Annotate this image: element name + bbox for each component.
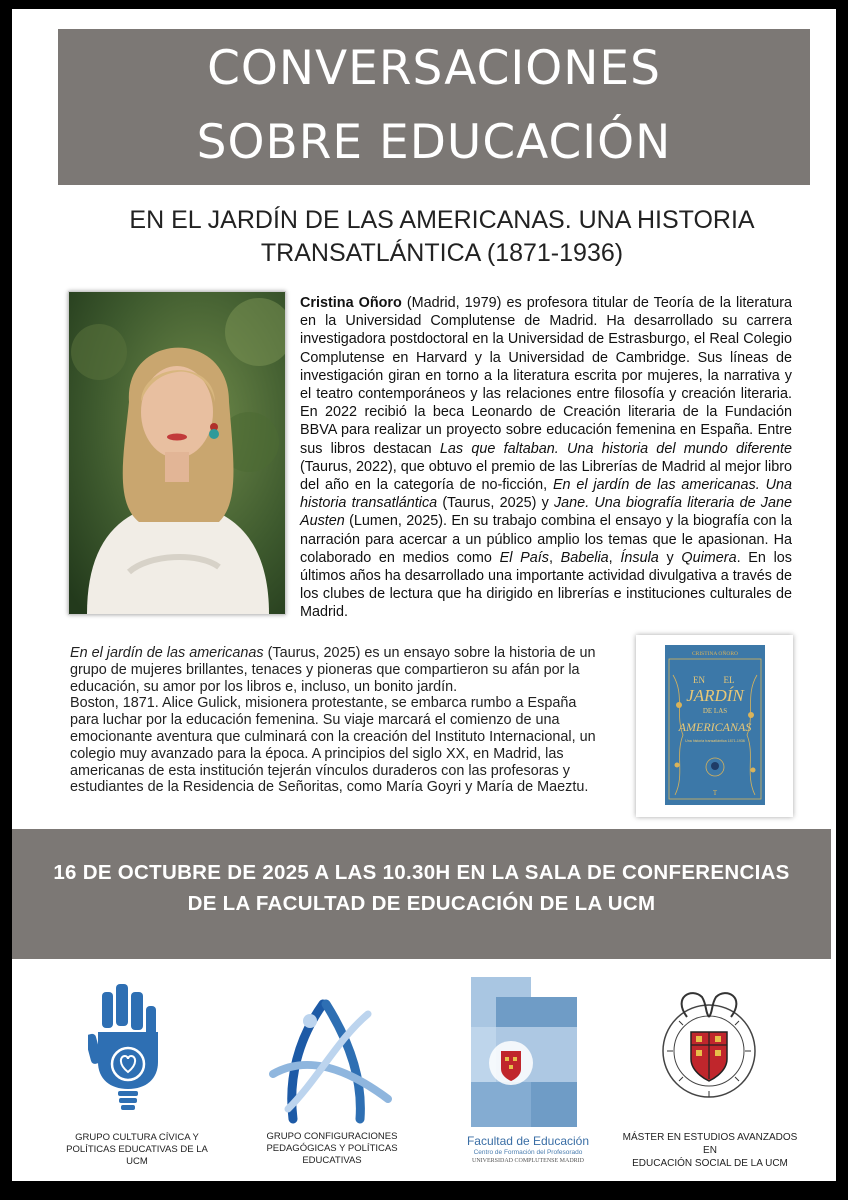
poster: [12, 9, 836, 1181]
bio-text-5: . En los últimos años ha desarrollado una importante actividad divulgativa a través de los clubes de lectura que ha dirigido en librerías e instituciones culturales de Madrid.: [300, 549, 793, 621]
cover-word-4: DE LAS: [702, 707, 728, 715]
bio-book-1: Las que faltaban. Una historia del mundo diferente: [439, 440, 792, 457]
facultad-emblem-icon: [471, 977, 577, 1127]
bio-sep-1: ,: [548, 549, 561, 566]
ucm-seal-icon: [647, 987, 772, 1112]
bio-text-2: (Taurus, 2022), que obtuvo el premio de las Librerías de Madrid al mejor libro del año en la categoría de no-ficción,: [300, 458, 792, 494]
author-bio: [300, 294, 792, 622]
logo-2-caption: [257, 1131, 407, 1167]
bio-media-2: Babelia: [560, 549, 609, 566]
logo-1-caption: [62, 1132, 212, 1168]
logo-2-caption-line3: EDUCATIVAS: [302, 1155, 362, 1166]
logo-1-caption-line3: UCM: [126, 1156, 148, 1167]
description-text-1: (Taurus, 2025) es un ensayo sobre la historia de un grupo de mujeres brillantes, tenaces y pioneras que compartieron su afán por la educación, su amor por los libros e, incluso, un bonito jardín.: [70, 645, 596, 695]
author-photo: [68, 291, 286, 615]
talk-title-line1: EN EL JARDÍN DE LAS AMERICANAS. UNA HISTORIA: [129, 206, 755, 234]
logo-3-caption-line1: Facultad de Educación: [466, 1134, 590, 1148]
logo-1-caption-line2: POLÍTICAS EDUCATIVAS DE LA: [66, 1144, 208, 1155]
ucm-seal-logo: [647, 987, 772, 1117]
logo-4-caption-line1: MÁSTER EN ESTUDIOS AVANZADOS EN: [622, 1132, 798, 1156]
cover-word-5: AMERICANAS: [678, 720, 752, 734]
bio-text-3: (Taurus, 2025) y: [437, 495, 554, 512]
book-description: [70, 645, 606, 796]
logo-3-caption-line2: Centro de Formación del Profesorado: [473, 1149, 583, 1156]
bio-media-4: Quimera: [681, 549, 737, 566]
event-info: [12, 857, 831, 919]
logo-4-caption-line2: EDUCACIÓN SOCIAL DE LA UCM: [632, 1158, 788, 1169]
logo-3-caption: [458, 1134, 598, 1166]
bio-media-3: Ínsula: [620, 549, 659, 566]
bio-media-1: El País: [499, 549, 549, 566]
bio-text-1: (Madrid, 1979) es profesora titular de Teoría de la literatura en la Universidad Complutense de Madrid. Ha desarrollado su carrera investigadora postdoctoral en la Universidad de Estrasburgo, el Real Colegio Complutense en Harvard y la Universidad de Cambridge. Sus líneas de investigación giran en torno a la literatura escrita por mujeres, la narrativa y el teatro contemporáneos y las relaciones entre filosofía y creación literaria. En 2022 recibió la beca Leonardo de Creación literaria de la Fundación BBVA para realizar un proyecto sobre educación femenina en España. Entre sus libros destacan: [300, 295, 792, 457]
abstract-figure-icon: [268, 999, 393, 1124]
description-book-title: En el jardín de las americanas: [70, 645, 264, 661]
bio-sep-3: y: [658, 549, 682, 566]
cover-word-2: EL: [723, 675, 735, 685]
cover-author: CRISTINA OÑORO: [692, 651, 738, 657]
logo-4-caption: [620, 1131, 800, 1170]
logo-3-caption-line3: UNIVERSIDAD COMPLUTENSE MADRID: [471, 1158, 584, 1164]
book-cover: [665, 645, 765, 805]
cover-publisher-mark: T: [712, 789, 718, 797]
author-name: Cristina Oñoro: [300, 295, 402, 311]
portrait-illustration: [69, 292, 285, 614]
bio-sep-2: ,: [608, 549, 621, 566]
cover-word-3: JARDÍN: [686, 686, 744, 705]
facultad-educacion-logo: [471, 977, 577, 1132]
event-info-bar: [12, 829, 831, 959]
logo-2-caption-line2: PEDAGÓGICAS Y POLÍTICAS: [266, 1143, 398, 1154]
talk-title: [92, 204, 792, 270]
event-location-line: DE LA FACULTAD DE EDUCACIÓN DE LA UCM: [187, 892, 656, 915]
logo-2-caption-line1: GRUPO CONFIGURACIONES: [266, 1131, 398, 1142]
bio-book-3: Jane. Una biografía literaria de Jane Austen: [300, 495, 792, 530]
talk-title-line2: TRANSATLÁNTICA (1871-1936): [260, 239, 624, 267]
banner-title-line2: SOBRE EDUCACIÓN: [196, 115, 672, 170]
description-paragraph-1: [70, 645, 606, 695]
logo-1-caption-line1: GRUPO CULTURA CÍVICA Y: [75, 1132, 199, 1143]
cover-subtitle: Una historia transatlántica 1871-1936: [685, 739, 745, 743]
banner-title-line1: CONVERSACIONES: [207, 41, 661, 96]
bio-book-2: En el jardín de las americanas. Una historia transatlántica: [300, 477, 792, 512]
title-banner: [58, 29, 810, 185]
description-paragraph-2: Boston, 1871. Alice Gulick, misionera protestante, se embarca rumbo a España para luchar por la educación femenina. Su viaje marcará el comienzo de una emocionante aventura que culminará con la creación del Instituto Internacional, un colegio muy avanzado para la época. A principios del siglo XX, en Madrid, las americanas de esta institución tejerán vínculos duraderos con las profesoras y estudiantes de la Residencia de Señoritas, como María Goyri y María de Maeztu.: [70, 695, 596, 796]
hand-heart-icon: [88, 984, 168, 1119]
event-date-line: 16 DE OCTUBRE DE 2025 A LAS 10.30H EN LA SALA DE CONFERENCIAS: [53, 861, 790, 884]
configuraciones-logo: [268, 999, 393, 1129]
book-cover-art: [665, 645, 765, 805]
cover-word-1: EN: [693, 675, 705, 685]
hand-heart-logo: [88, 984, 168, 1124]
bio-text-4: (Lumen, 2025). En su trabajo combina el ensayo y la biografía con la narración para acercar a un público amplio los temas que le apasionan. Ha colaborado en medios como: [300, 513, 792, 566]
